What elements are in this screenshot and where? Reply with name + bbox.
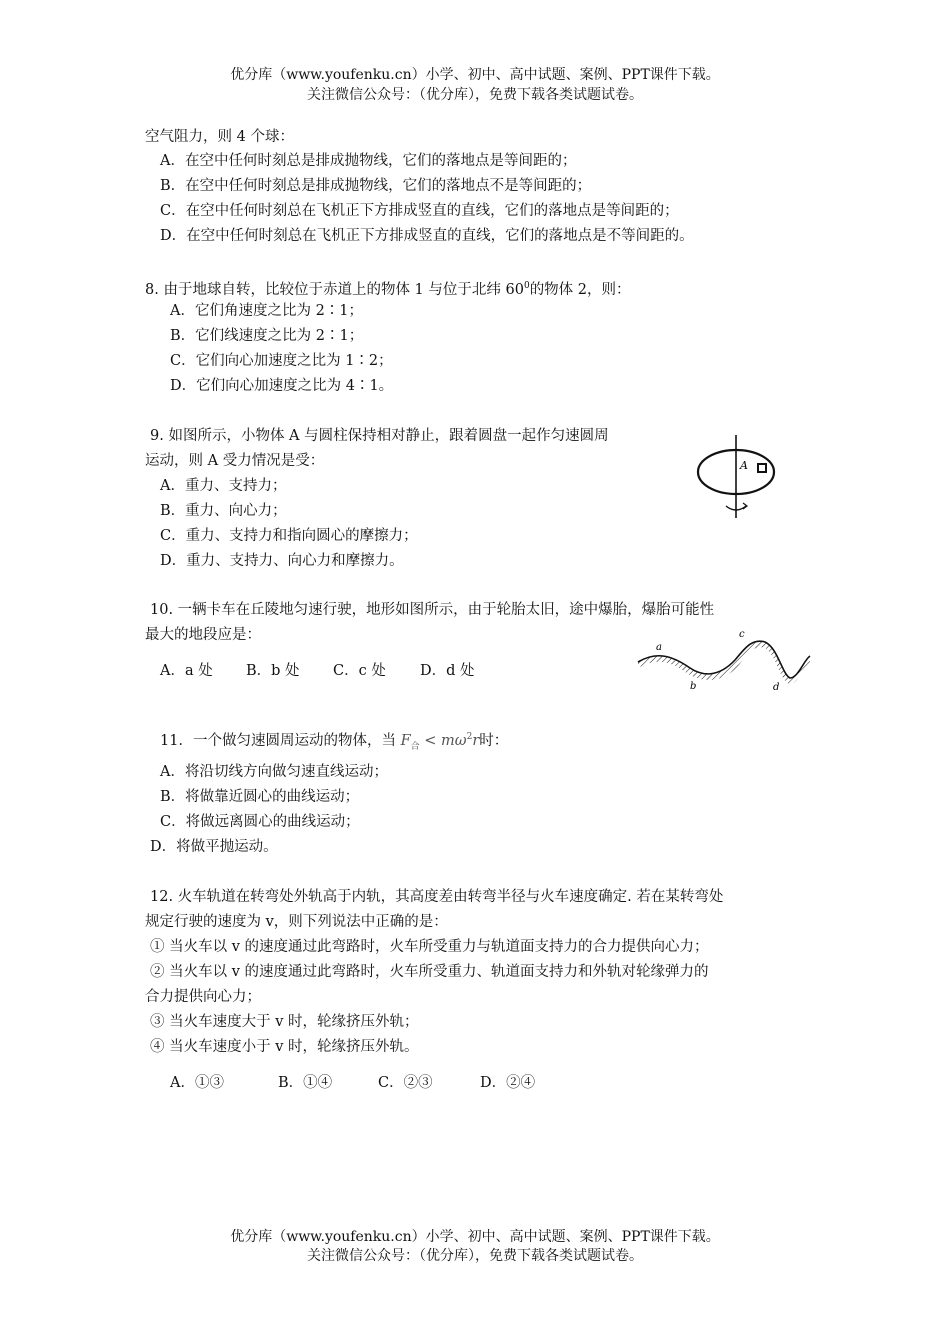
q7-stem-tail: 空气阻力，则 4 个球：: [145, 129, 294, 145]
q9-option-b: B．重力、向心力；: [160, 503, 287, 519]
q10-option-a: A．a 处: [160, 663, 213, 679]
q12-option-a: A．①③: [170, 1075, 224, 1091]
object-a-block: [758, 464, 766, 472]
q7-option-b: B．在空中任何时刻总是排成抛物线，它们的落地点不是等间距的；: [160, 178, 592, 194]
q7-option-a: A．在空中任何时刻总是排成抛物线，它们的落地点是等间距的；: [160, 153, 577, 169]
q9-rotating-disc-figure: [690, 430, 782, 525]
q12-stem-line-2: 规定行驶的速度为 v，则下列说法中正确的是：: [145, 914, 448, 930]
q7-option-d: D．在空中任何时刻总在飞机正下方排成竖直的直线，它们的落地点是不等间距的。: [160, 228, 694, 244]
q8-option-a: A．它们角速度之比为 2∶1；: [170, 303, 364, 319]
q11-formula: $F_合 < m\omega^2r$: [400, 732, 480, 752]
object-a-label: A: [740, 459, 748, 472]
terrain-hatching: [638, 641, 810, 684]
q12-option-d: D．②④: [480, 1075, 536, 1091]
q11-option-a: A．将沿切线方向做匀速直线运动；: [160, 764, 388, 780]
q12-stem-line-1: 12. 火车轨道在转弯处外轨高于内轨，其高度差由转弯半径与火车速度确定. 若在某转弯处: [150, 889, 724, 905]
q10-option-b: B．b 处: [246, 663, 300, 679]
q9-stem-line-1: 9. 如图所示，小物体 A 与圆柱保持相对静止，跟着圆盘一起作匀速圆周: [150, 428, 609, 444]
q9-option-c: C．重力、支持力和指向圆心的摩擦力；: [160, 528, 418, 544]
footer-line-1: 优分库（www.youfenku.cn）小学、初中、高中试题、案例、PPT课件下载。: [230, 1229, 720, 1245]
header-line-1: 优分库（www.youfenku.cn）小学、初中、高中试题、案例、PPT课件下载。: [230, 67, 720, 83]
q8-stem: 8. 由于地球自转，比较位于赤道上的物体 1 与位于北纬 $60^0$的物体 2，则：: [145, 281, 631, 298]
q12-statement-4: ④ 当火车速度小于 v 时，轮缘挤压外轨。: [150, 1039, 419, 1055]
q12-statement-3: ③ 当火车速度大于 v 时，轮缘挤压外轨；: [150, 1014, 419, 1030]
q9-option-d: D．重力、支持力、向心力和摩擦力。: [160, 553, 404, 569]
q12-statement-2: ② 当火车以 v 的速度通过此弯路时，火车所受重力、轨道面支持力和外轨对轮缘弹力的: [150, 964, 709, 980]
q11-option-d: D．将做平抛运动。: [150, 839, 278, 855]
q12-option-b: B．①④: [278, 1075, 333, 1091]
q9-stem-line-2: 运动，则 A 受力情况是受：: [145, 453, 325, 469]
q12-option-c: C．②③: [378, 1075, 433, 1091]
q10-terrain-figure: [630, 626, 815, 696]
q9-option-a: A．重力、支持力；: [160, 478, 287, 494]
q8-option-c: C．它们向心加速度之比为 1∶2；: [170, 353, 393, 369]
q7-option-c: C．在空中任何时刻总在飞机正下方排成竖直的直线，它们的落地点是等间距的；: [160, 203, 679, 219]
terrain-label-c: c: [739, 629, 745, 640]
footer-line-2: 关注微信公众号：（优分库），免费下载各类试题试卷。: [307, 1248, 643, 1264]
q11-option-c: C．将做远离圆心的曲线运动；: [160, 814, 360, 830]
header-line-2: 关注微信公众号：（优分库），免费下载各类试题试卷。: [307, 87, 643, 103]
terrain-label-d: d: [773, 682, 780, 693]
q11-stem: 11．一个做匀速圆周运动的物体，当 $F_合 < m\omega^2r$时：: [160, 732, 509, 752]
q10-option-d: D．d 处: [420, 663, 475, 679]
q12-statement-1: ① 当火车以 v 的速度通过此弯路时，火车所受重力与轨道面支持力的合力提供向心力；: [150, 939, 709, 955]
q8-option-b: B．它们线速度之比为 2∶1；: [170, 328, 364, 344]
q10-stem-line-2: 最大的地段应是：: [145, 627, 261, 643]
q10-option-c: C．c 处: [333, 663, 386, 679]
q12-statement-2-cont: 合力提供向心力；: [145, 989, 261, 1005]
terrain-label-a: a: [656, 642, 662, 653]
q11-option-b: B．将做靠近圆心的曲线运动；: [160, 789, 360, 805]
q10-stem-line-1: 10. 一辆卡车在丘陵地匀速行驶，地形如图所示，由于轮胎太旧，途中爆胎，爆胎可能性: [150, 602, 715, 618]
terrain-label-b: b: [690, 681, 697, 692]
q8-option-d: D．它们向心加速度之比为 4∶1。: [170, 378, 394, 394]
